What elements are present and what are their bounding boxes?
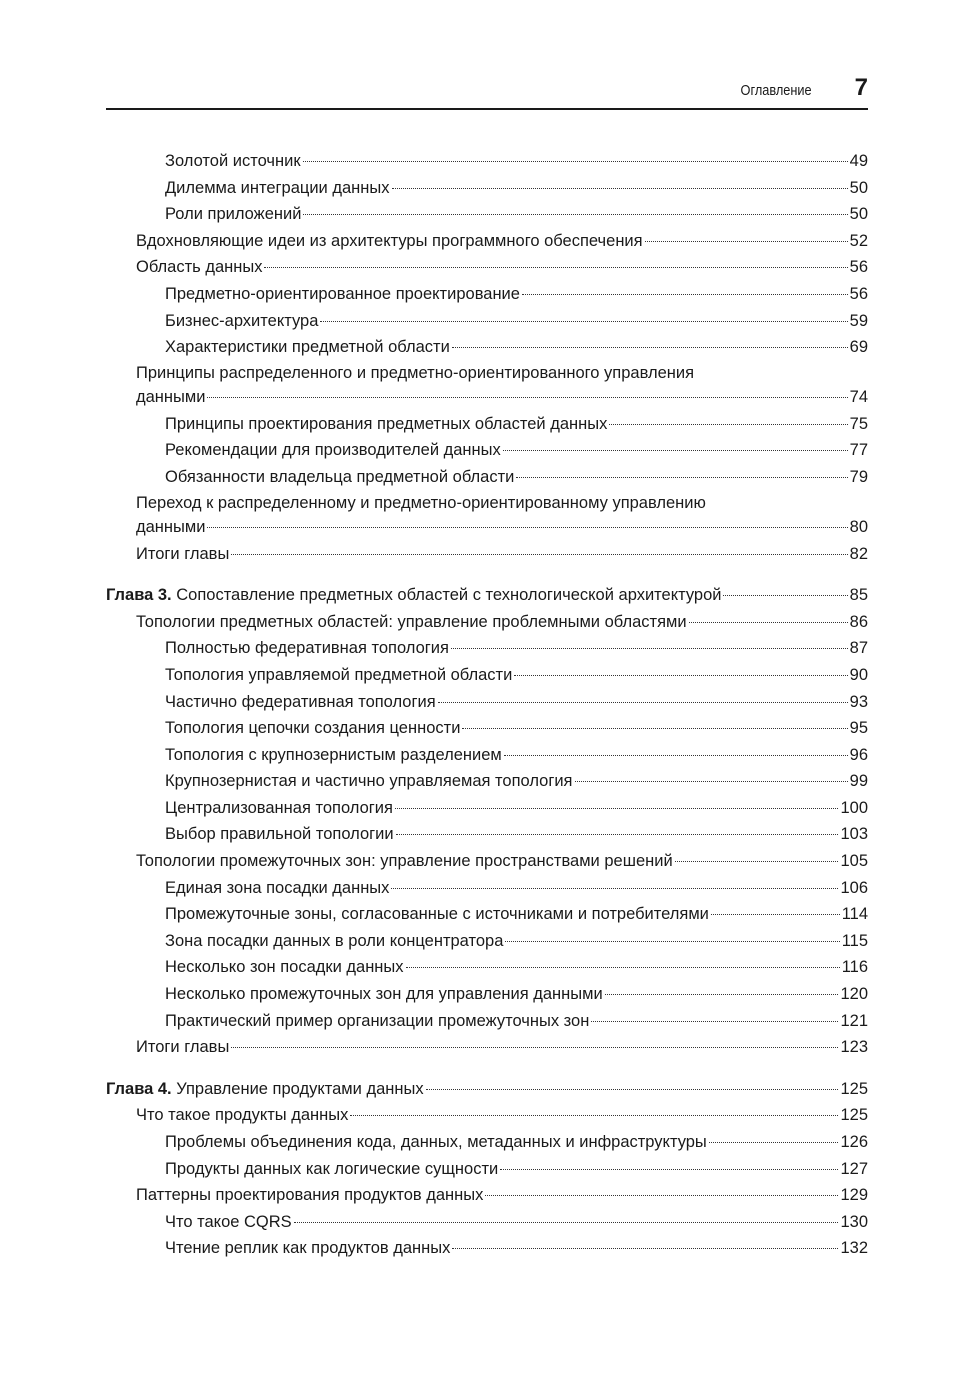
entry-title: Частично федеративная топология: [165, 692, 436, 711]
toc-entry[interactable]: [106, 1034, 868, 1061]
toc-entry[interactable]: [106, 148, 868, 175]
entry-page: 56: [849, 284, 868, 303]
entry-page: 77: [849, 441, 868, 460]
entry-page: 87: [849, 639, 868, 658]
toc-entry[interactable]: [106, 464, 868, 491]
entry-title: Итоги главы: [136, 544, 230, 563]
entry-page: 79: [849, 467, 868, 486]
toc-entry[interactable]: [106, 491, 868, 541]
toc-entry[interactable]: [106, 1008, 868, 1035]
entry-title: Единая зона посадки данных: [165, 878, 390, 897]
toc-entry[interactable]: [106, 768, 868, 795]
entry-title: Полностью федеративная топология: [165, 639, 449, 658]
toc-entry[interactable]: [106, 411, 868, 438]
running-header: [106, 74, 868, 110]
toc-entry[interactable]: [106, 1102, 868, 1129]
dot-leader: [451, 648, 848, 649]
toc-entry[interactable]: [106, 954, 868, 981]
entry-page: 126: [840, 1133, 868, 1151]
dot-leader: [426, 1089, 839, 1090]
toc-entry[interactable]: [106, 1209, 868, 1236]
entry-page: 52: [849, 231, 868, 250]
entry-title: Итоги главы: [136, 1038, 230, 1057]
entry-title: Выбор правильной топологии: [165, 825, 394, 844]
entry-page: 115: [841, 931, 868, 950]
toc-entry[interactable]: [106, 848, 868, 875]
entry-page: 129: [840, 1186, 868, 1205]
entry-title: Дилемма интеграции данных: [165, 178, 390, 197]
toc-entry[interactable]: [106, 742, 868, 769]
toc-entry[interactable]: [106, 635, 868, 662]
entry-title: Топологии промежуточных зон: управление пространствами решений: [136, 852, 673, 871]
entry-page: 132: [840, 1239, 868, 1258]
entry-title: Что такое продукты данных: [136, 1106, 349, 1125]
entry-page: 69: [849, 338, 868, 357]
toc-entry[interactable]: [106, 228, 868, 255]
dot-leader: [485, 1195, 838, 1196]
toc-entry[interactable]: [106, 201, 868, 228]
entry-page: 125: [840, 1106, 868, 1125]
dot-leader: [516, 477, 847, 478]
entry-page: 95: [849, 719, 868, 738]
entry-title-continuation-line: [136, 515, 868, 541]
toc-entry[interactable]: [106, 821, 868, 848]
toc-entry[interactable]: [106, 981, 868, 1008]
toc-entry[interactable]: [106, 1156, 868, 1183]
toc-entry[interactable]: [106, 1235, 868, 1262]
dot-leader: [350, 1115, 838, 1116]
dot-leader: [675, 861, 839, 862]
dot-leader: [395, 808, 839, 809]
dot-leader: [689, 622, 848, 623]
entry-page: 103: [840, 825, 868, 844]
page-number: 7: [854, 74, 868, 101]
entry-title: Практический пример организации промежуточных зон: [165, 1011, 590, 1030]
toc-entry[interactable]: [106, 875, 868, 902]
entry-title: Чтение реплик как продуктов данных: [165, 1239, 451, 1258]
entry-title: Вдохновляющие идеи из архитектуры программного обеспечения: [136, 231, 643, 250]
dot-leader: [723, 595, 847, 596]
dot-leader: [294, 1222, 839, 1223]
toc-entry[interactable]: [106, 334, 868, 361]
dot-leader: [709, 1142, 839, 1143]
entry-page: 116: [841, 958, 868, 977]
entry-page: 90: [849, 665, 868, 684]
dot-leader: [391, 888, 838, 889]
dot-leader: [522, 294, 848, 295]
dot-leader: [505, 941, 839, 942]
dot-leader: [303, 214, 847, 215]
dot-leader: [711, 914, 840, 915]
dot-leader: [452, 347, 848, 348]
entry-title: Глава 4. Управление продуктами данных: [106, 1079, 424, 1098]
dot-leader: [462, 728, 847, 729]
dot-leader: [438, 702, 848, 703]
toc-entry[interactable]: [106, 901, 868, 928]
dot-leader: [207, 527, 847, 528]
dot-leader: [392, 188, 848, 189]
header-title: Оглавление: [740, 82, 812, 99]
entry-title: Что такое CQRS: [165, 1212, 292, 1231]
entry-title: Бизнес-архитектура: [165, 311, 319, 330]
toc-entry[interactable]: [106, 795, 868, 822]
entry-title: Крупнозернистая и частично управляемая топология: [165, 772, 573, 791]
entry-title: Принципы распределенного и предметно-ориентированного управления: [136, 363, 695, 382]
entry-title: Принципы проектирования предметных областей данных: [165, 414, 608, 433]
entry-page: 74: [849, 387, 868, 406]
entry-page: 130: [840, 1212, 868, 1231]
toc-entry[interactable]: [106, 1129, 868, 1156]
table-of-contents: [106, 148, 868, 1262]
toc-entry[interactable]: [106, 1182, 868, 1209]
entry-page: 96: [849, 745, 868, 764]
dot-leader: [207, 397, 847, 398]
toc-entry[interactable]: [106, 928, 868, 955]
dot-leader: [396, 834, 839, 835]
dot-leader: [303, 161, 848, 162]
entry-title: Предметно-ориентированное проектирование: [165, 284, 520, 303]
dot-leader: [514, 675, 847, 676]
toc-entry[interactable]: [106, 254, 868, 281]
entry-page: 85: [849, 586, 868, 605]
entry-title: Характеристики предметной области: [165, 338, 450, 357]
dot-leader: [231, 554, 847, 555]
dot-leader: [645, 241, 848, 242]
entry-page: 50: [849, 205, 868, 224]
toc-entry[interactable]: [106, 281, 868, 308]
entry-title: Золотой источник: [165, 152, 301, 170]
entry-title: Паттерны проектирования продуктов данных: [136, 1186, 484, 1205]
dot-leader: [500, 1169, 838, 1170]
dot-leader: [575, 781, 848, 782]
entry-title: Область данных: [136, 258, 263, 277]
dot-leader: [591, 1021, 838, 1022]
toc-entry[interactable]: [106, 361, 868, 411]
toc-entry[interactable]: [106, 541, 868, 568]
entry-page: 93: [849, 692, 868, 711]
dot-leader: [231, 1047, 838, 1048]
entry-title: Топология управляемой предметной области: [165, 665, 513, 684]
entry-title: Промежуточные зоны, согласованные с источниками и потребителями: [165, 905, 709, 924]
entry-title: Проблемы объединения кода, данных, метаданных и инфраструктуры: [165, 1133, 707, 1151]
entry-page: 127: [840, 1159, 868, 1178]
dot-leader: [605, 994, 839, 995]
entry-title-continuation: данными: [136, 517, 206, 536]
toc-entry[interactable]: [106, 609, 868, 636]
toc-entry[interactable]: [106, 175, 868, 202]
entry-title: Роли приложений: [165, 205, 302, 224]
entry-page: 105: [840, 852, 868, 871]
entry-page: 75: [849, 414, 868, 433]
entry-title: Централизованная топология: [165, 798, 393, 817]
toc-entry[interactable]: [106, 308, 868, 335]
toc-chapter-entry[interactable]: [106, 1076, 868, 1103]
toc-entry[interactable]: [106, 437, 868, 464]
dot-leader: [264, 267, 847, 268]
entry-title: Топология цепочки создания ценности: [165, 719, 461, 738]
entry-title: Продукты данных как логические сущности: [165, 1159, 499, 1178]
entry-page: 50: [849, 178, 868, 197]
entry-page: 86: [849, 612, 868, 631]
entry-page: 121: [840, 1011, 868, 1030]
entry-page: 100: [840, 798, 868, 817]
dot-leader: [320, 321, 847, 322]
entry-page: 125: [840, 1079, 868, 1098]
toc-entry[interactable]: [106, 662, 868, 689]
entry-page: 56: [849, 258, 868, 277]
dot-leader: [504, 755, 848, 756]
entry-title: Рекомендации для производителей данных: [165, 441, 501, 460]
chapter-label: Глава 3.: [106, 586, 177, 605]
entry-page: 59: [849, 311, 868, 330]
entry-title: Обязанности владельца предметной области: [165, 467, 515, 486]
chapter-label: Глава 4.: [106, 1079, 177, 1098]
dot-leader: [452, 1248, 838, 1249]
entry-title: Несколько зон посадки данных: [165, 958, 404, 977]
dot-leader: [406, 967, 840, 968]
entry-page: 123: [840, 1038, 868, 1057]
entry-page: 80: [849, 517, 868, 536]
toc-chapter-entry[interactable]: [106, 582, 868, 609]
entry-page: 114: [841, 905, 868, 924]
entry-page: 82: [849, 544, 868, 563]
toc-entry[interactable]: [106, 715, 868, 742]
entry-title: Несколько промежуточных зон для управления данными: [165, 985, 603, 1004]
toc-entry[interactable]: [106, 689, 868, 716]
entry-title-continuation: данными: [136, 387, 206, 406]
dot-leader: [609, 424, 847, 425]
dot-leader: [503, 450, 848, 451]
entry-title: Топологии предметных областей: управление проблемными областями: [136, 612, 687, 631]
entry-page: 99: [849, 772, 868, 791]
entry-page: 49: [849, 152, 868, 170]
entry-title: Переход к распределенному и предметно-ориентированному управлению: [136, 493, 706, 512]
entry-title: Топология с крупнозернистым разделением: [165, 745, 502, 764]
entry-title-continuation-line: [136, 385, 868, 411]
entry-page: 106: [840, 878, 868, 897]
entry-page: 120: [840, 985, 868, 1004]
entry-title: Глава 3. Сопоставление предметных областей с технологической архитектурой: [106, 586, 722, 605]
entry-title: Зона посадки данных в роли концентратора: [165, 931, 504, 950]
